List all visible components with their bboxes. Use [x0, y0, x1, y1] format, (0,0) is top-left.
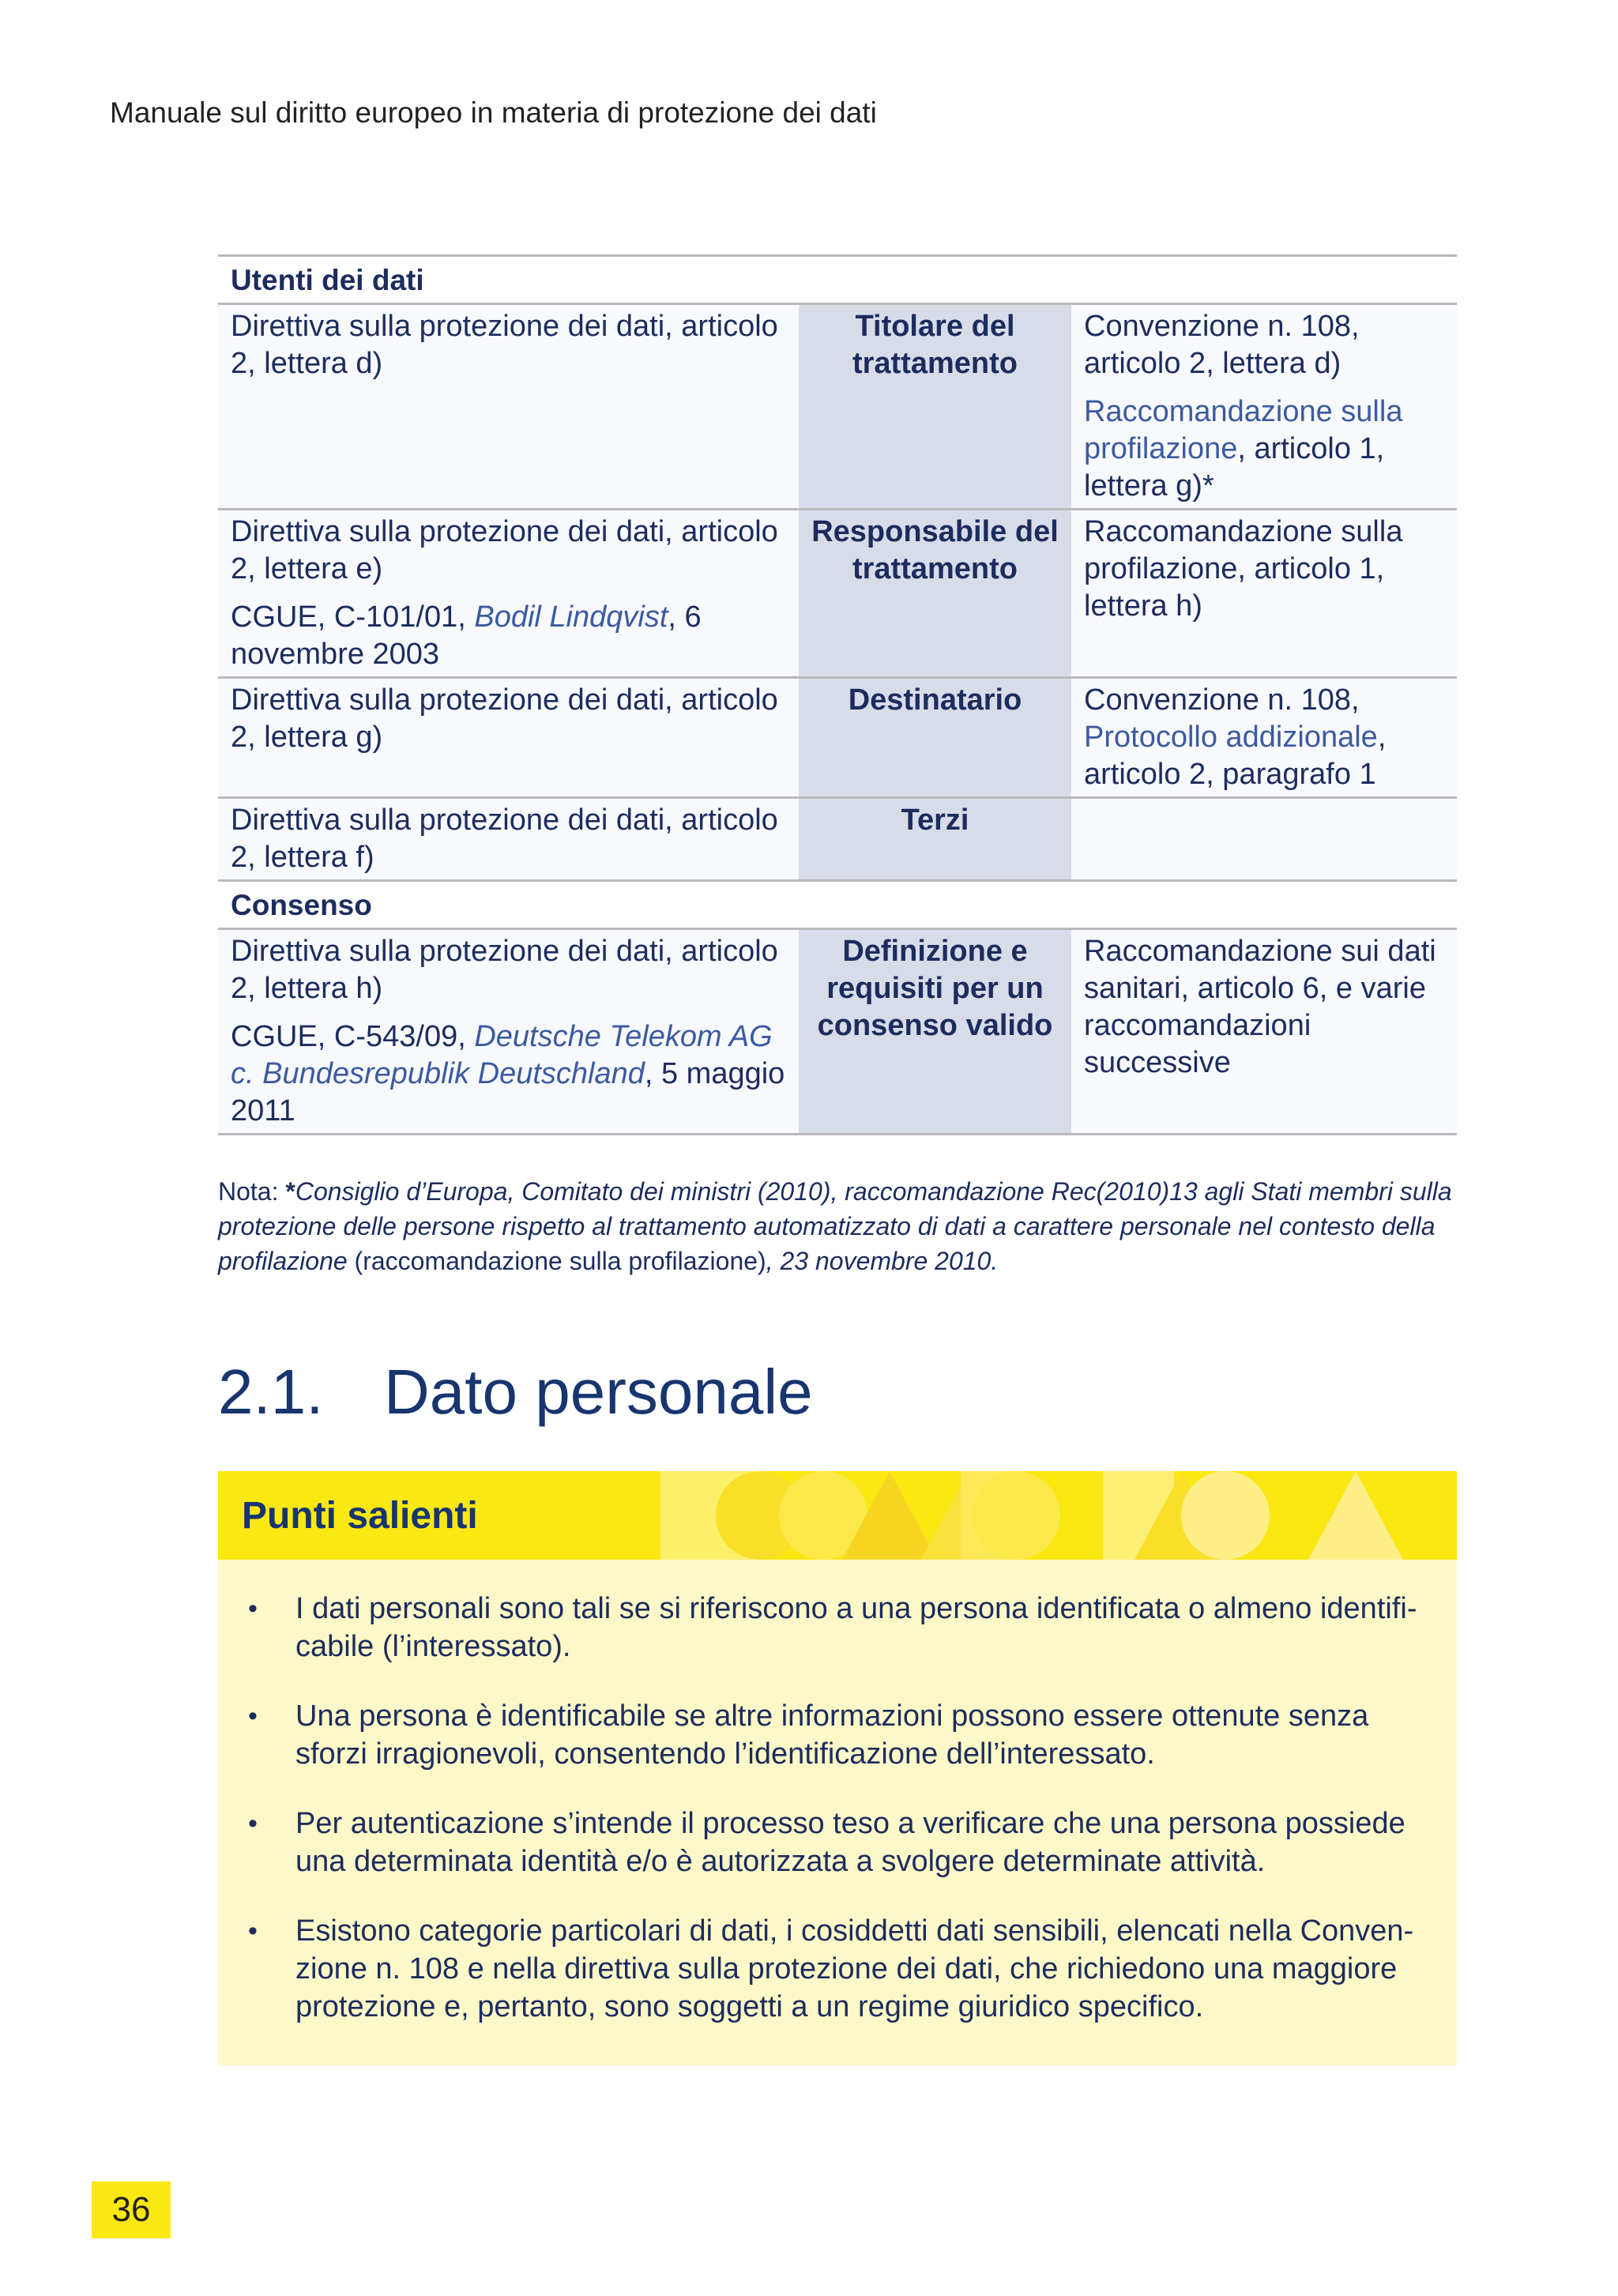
table-cell-right: Raccomandazione sui dati sanitari, articolo 6, e varie raccomandazioni successive	[1071, 929, 1457, 1135]
key-points-title: Punti salienti	[242, 1495, 478, 1537]
table-section-row	[218, 881, 1457, 929]
running-header: Manuale sul diritto europeo in materia di protezione dei dati	[110, 96, 877, 129]
table-section-title: Utenti dei dati	[218, 256, 1457, 304]
list-item: • I dati personali sono tali se si riferiscono a una persona identificata o almeno identifi-cabile (l’interessato).	[242, 1590, 1435, 1666]
bullet-icon: •	[248, 1916, 258, 1946]
table-note: Nota: *Consiglio d’Europa, Comitato dei ministri (2010), raccomandazione Rec(2010)13 agli Stati membri sulla protezione delle persone rispetto al trattamento automatizzato di dati a carattere personale nel contesto della profilazione (raccomandazione sulla profilazione), 23 novembre 2010.	[218, 1177, 1452, 1275]
decorative-shapes-icon	[660, 1471, 1457, 1560]
bullet-icon: •	[248, 1594, 258, 1624]
list-item: • Per autenticazione s’intende il processo teso a verificare che una persona possiede una determinata identità e/o è autorizzata a svolgere determinate attività.	[242, 1805, 1435, 1880]
section-number: 2.1.	[218, 1357, 324, 1427]
table-section-row	[218, 256, 1457, 304]
table-row	[218, 798, 1457, 881]
sources-table	[218, 254, 1457, 1135]
list-item: • Esistono categorie particolari di dati, i cosiddetti dati sensibili, elencati nella Conven-zione n. 108 e nella direttiva sulla protezione dei dati, che richiedono una maggiore protezione e, pertanto, sono soggetti a un regime giuridico specifico.	[242, 1912, 1435, 2026]
case-name: Bodil Lindqvist	[474, 600, 668, 634]
section-title: Dato personale	[384, 1357, 813, 1427]
table-cell-left: Direttiva sulla protezione dei dati, articolo 2, lettera g)	[218, 678, 799, 798]
table-cell-left: Direttiva sulla protezione dei dati, articolo 2, lettera f)	[218, 798, 799, 881]
list-item: • Una persona è identificabile se altre informazioni possono essere ottenute senza sforzi irragionevoli, consentendo l’identificazione dell’interessato.	[242, 1697, 1435, 1773]
table-cell-right: Raccomandazione sulla profilazione, articolo 1, lettera h)	[1071, 510, 1457, 678]
table-row	[218, 678, 1457, 798]
table-cell-term: Titolare del trattamento	[799, 304, 1071, 510]
table-cell-left: Direttiva sulla protezione dei dati, articolo 2, lettera d)	[218, 304, 799, 510]
table-cell-right: Convenzione n. 108, Protocollo addizionale, articolo 2, paragrafo 1	[1071, 678, 1457, 798]
table-cell-right	[1071, 798, 1457, 881]
table-row	[218, 510, 1457, 678]
table-cell-right: Convenzione n. 108, articolo 2, lettera d) Raccomandazione sulla profilazione, articolo 1, lettera g)*	[1071, 304, 1457, 510]
table-row	[218, 929, 1457, 1135]
case-name: Deutsche Telekom AG c. Bundesrepublik Deutschland	[231, 1020, 773, 1090]
key-points-header	[218, 1471, 1457, 1560]
table-cell-term: Terzi	[799, 798, 1071, 881]
bullet-icon: •	[248, 1809, 258, 1839]
key-points-list	[242, 1590, 1435, 2057]
table-cell-term: Destinatario	[799, 678, 1071, 798]
bullet-icon: •	[248, 1701, 258, 1731]
section-heading	[218, 1354, 813, 1430]
table-section-title: Consenso	[218, 881, 1457, 929]
table-cell-term: Definizione e requisiti per un consenso valido	[799, 929, 1071, 1135]
key-points-box	[218, 1471, 1457, 2065]
table-row	[218, 304, 1457, 510]
table-cell-left: Direttiva sulla protezione dei dati, articolo 2, lettera h) CGUE, C-543/09, Deutsche Telekom AG c. Bundesrepublik Deutschland, 5 maggio 2011	[218, 929, 799, 1135]
table-cell-term: Responsabile del trattamento	[799, 510, 1071, 678]
page-number: 36	[92, 2181, 171, 2238]
table-cell-left: Direttiva sulla protezione dei dati, articolo 2, lettera e) CGUE, C-101/01, Bodil Lindqvist, 6 novembre 2003	[218, 510, 799, 678]
